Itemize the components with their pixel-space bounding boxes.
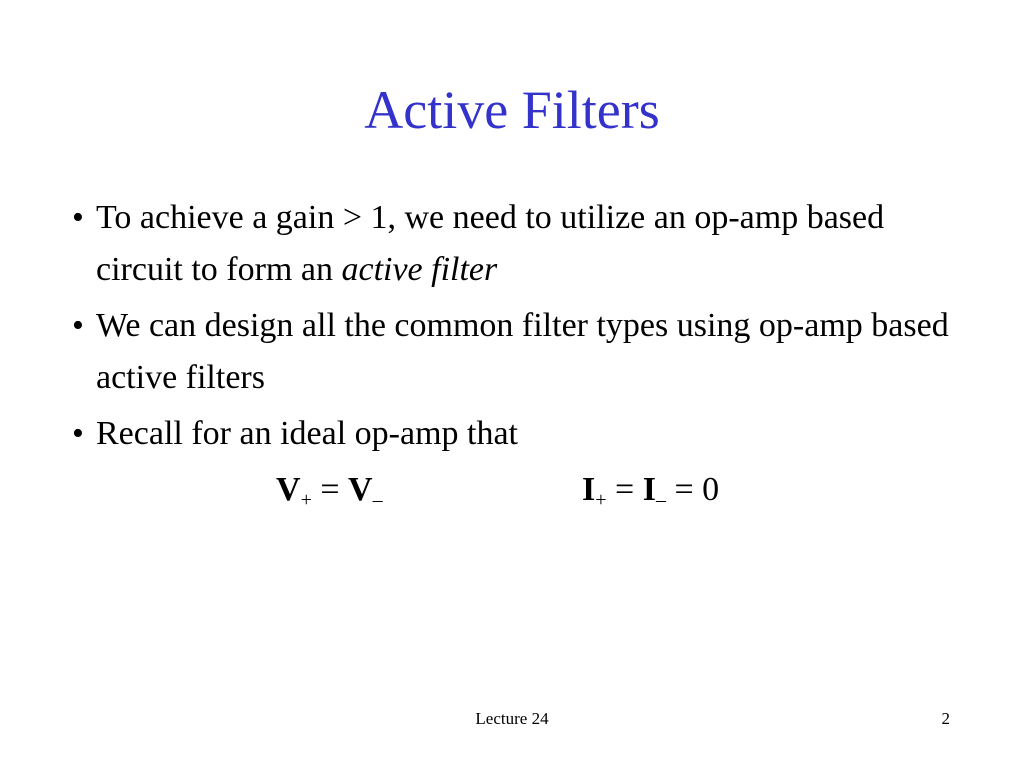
footer-page-number: 2	[941, 709, 950, 728]
plus-subscript: +	[300, 489, 312, 511]
v-plus-symbol: V	[276, 471, 301, 508]
footer-lecture-label: Lecture 24	[475, 709, 549, 728]
bullet-item-gain	[72, 192, 962, 296]
bullet-item-filter-types	[72, 300, 962, 404]
voltage-equation	[276, 464, 383, 516]
bullet-marker: •	[72, 307, 84, 344]
bullet-text: We can design all the common filter types using op-amp based active filters	[96, 307, 949, 396]
minus-subscript: –	[655, 489, 666, 511]
bullet-marker: •	[72, 415, 84, 452]
minus-subscript: –	[372, 489, 383, 511]
i-plus-symbol: I	[582, 471, 596, 508]
bullet-item-recall	[72, 408, 962, 460]
bullet-text: To achieve a gain > 1, we need to utilize an op-amp based circuit to form an	[96, 199, 885, 288]
current-equation	[582, 464, 719, 516]
bullet-emphasis: active filter	[341, 251, 498, 288]
v-minus-symbol: V	[348, 471, 373, 508]
equals-zero: = 0	[665, 471, 720, 508]
i-minus-symbol: I	[642, 471, 656, 508]
plus-subscript: +	[595, 489, 607, 511]
equals-sign: =	[606, 471, 643, 508]
equals-sign: =	[311, 471, 349, 508]
slide-title: Active Filters	[364, 80, 660, 140]
bullet-text: Recall for an ideal op-amp that	[96, 415, 518, 452]
bullet-marker: •	[72, 199, 84, 236]
bullet-list	[72, 192, 962, 464]
